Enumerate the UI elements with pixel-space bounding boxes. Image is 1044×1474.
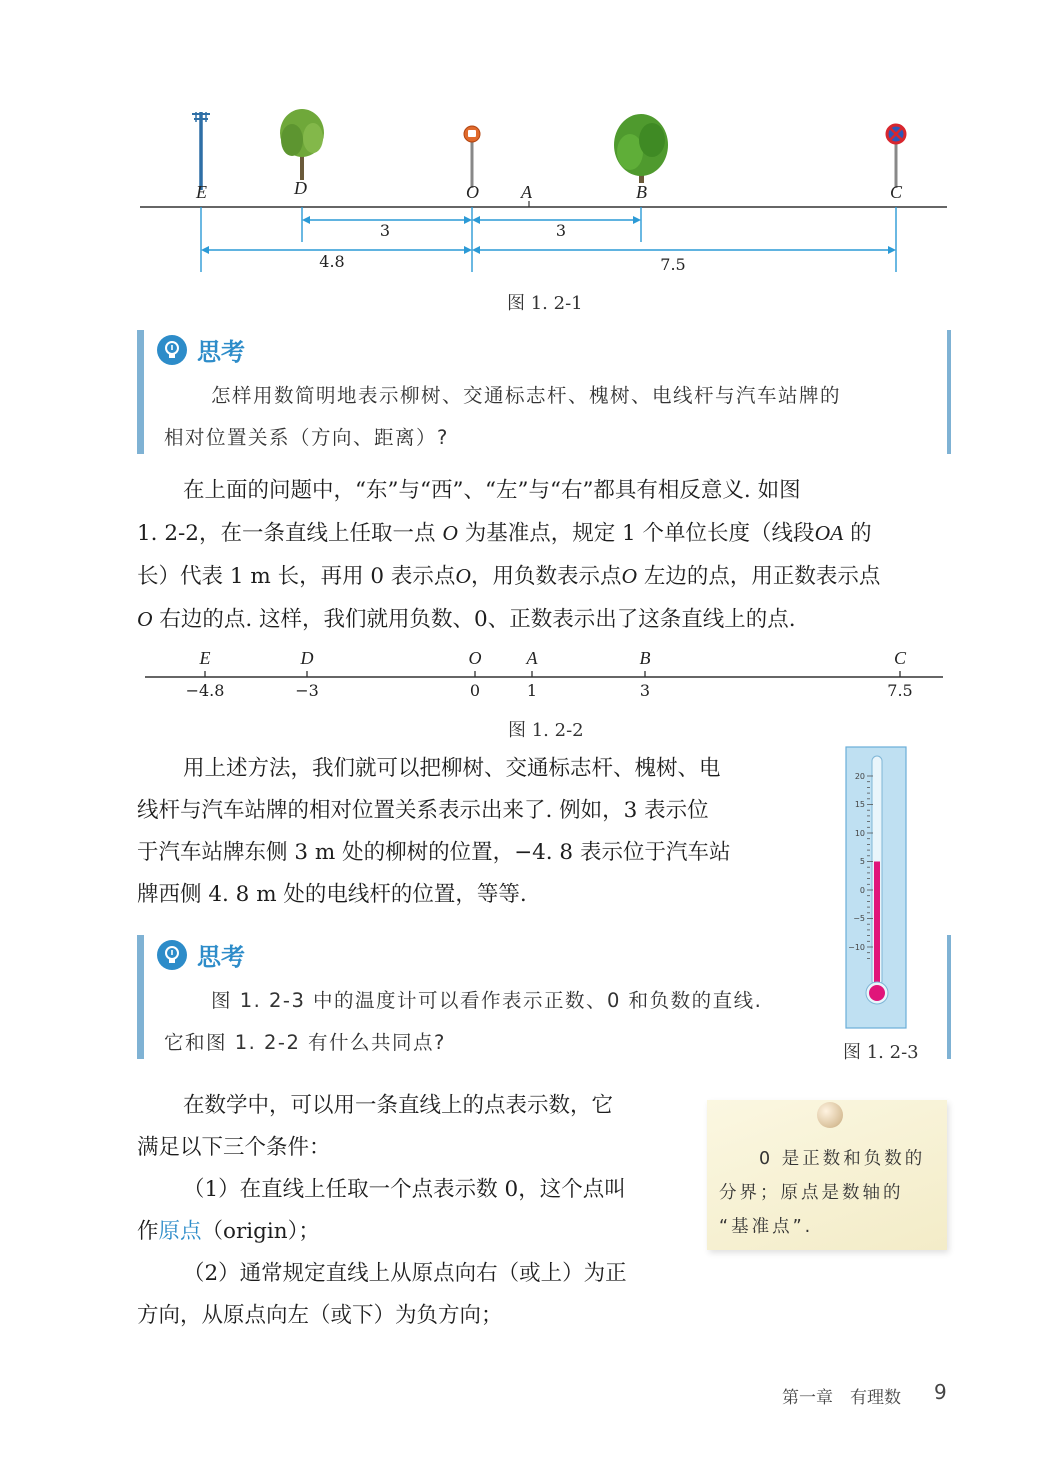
thermo-tick-label: 0 xyxy=(859,886,865,895)
side-note xyxy=(707,1100,947,1250)
nl-label-C: C xyxy=(893,648,907,668)
dim-O-D: 3 xyxy=(379,221,391,240)
nl-value-E: −4.8 xyxy=(185,681,225,700)
think-header xyxy=(157,937,245,972)
note-line: 0 是正数和负数的 xyxy=(759,1149,926,1169)
para-line: 牌西侧 4. 8 m 处的电线杆的位置，等等. xyxy=(137,882,527,907)
para-line: （2）通常规定直线上从原点向右（或上）为正 xyxy=(183,1261,627,1286)
note-line: 分界；原点是数轴的 xyxy=(719,1183,904,1203)
think-header xyxy=(157,332,245,367)
lightbulb-head-icon xyxy=(157,940,187,970)
think-box-1 xyxy=(137,330,951,454)
label-A: A xyxy=(521,182,532,202)
think-body xyxy=(164,417,944,459)
nl-value-C: 7.5 xyxy=(887,681,913,700)
figure-1-2-3-caption: 图 1. 2-3 xyxy=(843,1042,919,1063)
para-line: 用上述方法，我们就可以把柳树、交通标志杆、槐树、电 xyxy=(183,756,721,781)
think-bar-right xyxy=(947,935,951,1059)
dim-O-B: 3 xyxy=(555,221,567,240)
think-title: 思考 xyxy=(197,943,245,971)
figure-1-2-2-caption: 图 1. 2-2 xyxy=(508,720,584,741)
thermo-tick-label: −5 xyxy=(853,914,865,923)
label-O: O xyxy=(466,182,479,202)
nl-value-D: −3 xyxy=(295,681,319,700)
pin-icon xyxy=(817,1102,843,1128)
think-body xyxy=(211,375,951,417)
think-bar xyxy=(137,330,144,454)
para-line: 方向，从原点向左（或下）为负方向； xyxy=(137,1303,503,1328)
think-box-2 xyxy=(137,935,951,1059)
para-line: 满足以下三个条件： xyxy=(137,1135,331,1160)
think-body xyxy=(164,1022,824,1064)
nl-value-B: 3 xyxy=(639,681,651,700)
para-line: 线杆与汽车站牌的相对位置关系表示出来了. 例如，3 表示位 xyxy=(137,798,709,823)
para-line: 于汽车站牌东侧 3 m 处的柳树的位置，−4. 8 表示位于汽车站 xyxy=(137,840,731,865)
think-title: 思考 xyxy=(197,338,245,366)
note-text xyxy=(719,1142,941,1244)
think-line: 图 1. 2-3 中的温度计可以看作表示正数、0 和负数的直线. xyxy=(211,989,763,1012)
willow-tree-icon xyxy=(280,109,324,180)
think-bar xyxy=(137,935,144,1059)
think-line: 它和图 1. 2-2 有什么共同点? xyxy=(164,1031,446,1054)
thermo-tick-label: 10 xyxy=(854,829,865,838)
thermo-tick-label: 5 xyxy=(859,857,865,866)
nl-label-E: E xyxy=(199,648,211,668)
nl-label-B: B xyxy=(639,648,651,668)
note-line: “基准点”. xyxy=(719,1217,814,1237)
paragraph-1 xyxy=(137,470,951,641)
para-line: （1）在直线上任取一个点表示数 0，这个点叫 xyxy=(183,1177,626,1202)
para-line: 在上面的问题中，“东”与“西”、“左”与“右”都具有相反意义. 如图 xyxy=(183,478,801,503)
no-parking-sign-icon xyxy=(887,125,905,188)
bus-stop-sign-icon xyxy=(464,126,480,188)
locust-tree-icon xyxy=(614,114,668,183)
pole-icon xyxy=(192,112,210,190)
page-number: 9 xyxy=(934,1380,947,1404)
label-E: E xyxy=(196,182,207,202)
figure-1-2-2 xyxy=(0,640,1044,710)
para-line: 长）代表 1 m 长，再用 0 表示点O，用负数表示点O 左边的点，用正数表示点 xyxy=(137,564,881,589)
think-body xyxy=(211,980,831,1022)
para-line: O 右边的点. 这样，我们就用负数、0、正数表示出了这条直线上的点. xyxy=(137,607,796,632)
label-B: B xyxy=(636,182,647,202)
footer-chapter: 第一章 有理数 xyxy=(782,1388,901,1408)
label-D: D xyxy=(294,178,307,198)
thermo-tick-label: −10 xyxy=(848,943,865,952)
para-line: 在数学中，可以用一条直线上的点表示数，它 xyxy=(183,1093,614,1118)
figure-1-2-1-caption: 图 1. 2-1 xyxy=(507,293,583,314)
think-line: 相对位置关系（方向、距离）? xyxy=(164,426,449,449)
term-origin: 原点 xyxy=(158,1219,202,1244)
nl-label-A: A xyxy=(526,648,538,668)
paragraph-2 xyxy=(137,748,797,916)
lightbulb-head-icon xyxy=(157,335,187,365)
para-line: 1. 2-2，在一条直线上任取一点 O 为基准点，规定 1 个单位长度（线段OA 的 xyxy=(137,521,872,546)
think-line: 怎样用数简明地表示柳树、交通标志杆、槐树、电线杆与汽车站牌的 xyxy=(211,384,842,407)
paragraph-3 xyxy=(137,1085,672,1337)
nl-value-A: 1 xyxy=(526,681,538,700)
label-C: C xyxy=(890,182,903,202)
nl-value-O: 0 xyxy=(469,681,481,700)
thermo-tick-label: 15 xyxy=(854,800,865,809)
nl-label-D: D xyxy=(300,648,314,668)
nl-label-O: O xyxy=(468,648,482,668)
para-line: 作原点（origin）； xyxy=(137,1219,320,1244)
figure-1-2-1 xyxy=(0,100,1044,320)
thermo-tick-label: 20 xyxy=(854,772,865,781)
dim-O-C: 7.5 xyxy=(660,255,686,274)
dim-O-E: 4.8 xyxy=(319,252,345,271)
